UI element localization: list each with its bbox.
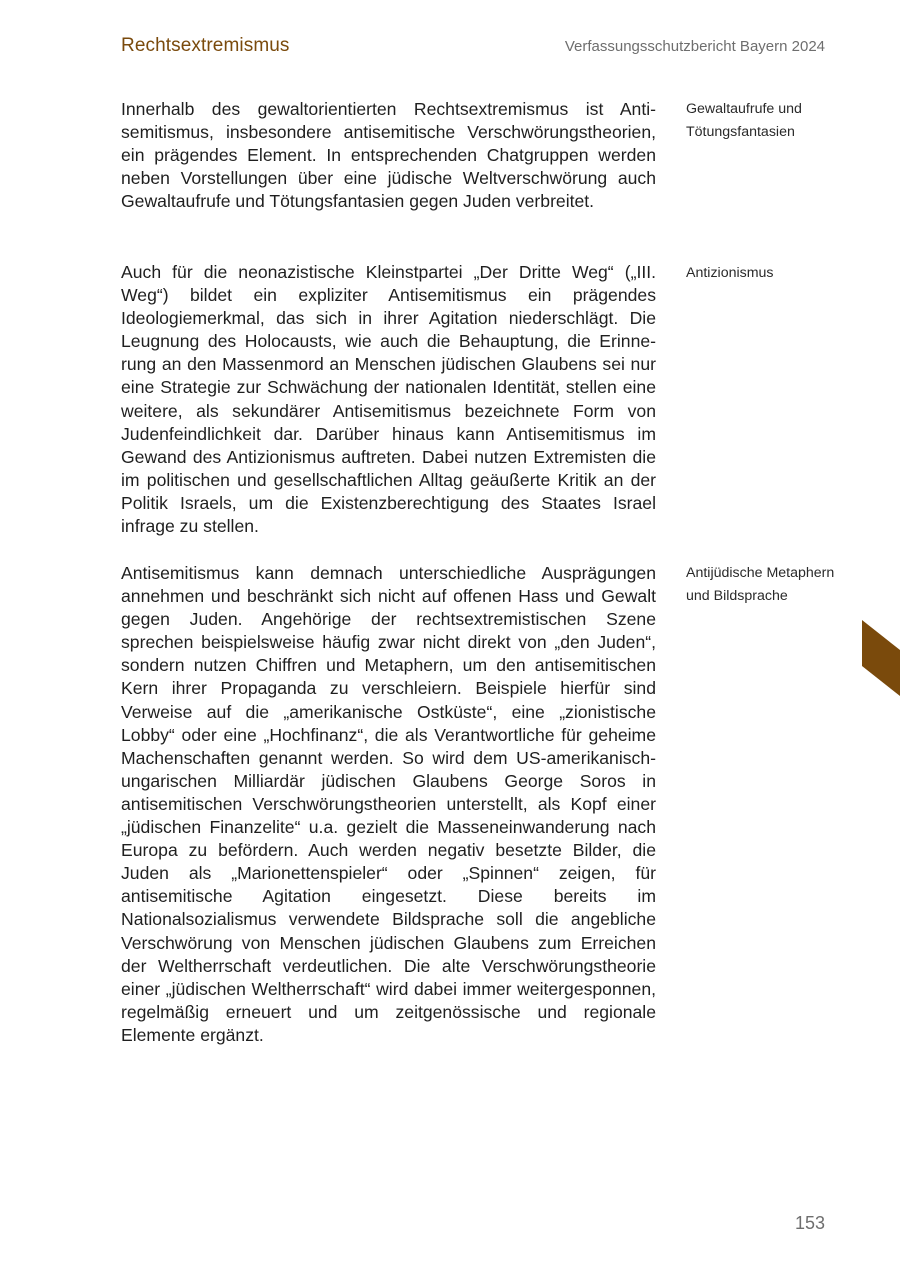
margin-note-3: Antijüdische Metaphern und Bildsprache <box>686 565 835 604</box>
running-header-report-title: Verfassungsschutzbericht Bayern 2024 <box>564 38 825 55</box>
chapter-tab-marker <box>862 620 900 696</box>
chapter-tab-shape <box>862 620 900 696</box>
body-paragraph-1: Innerhalb des gewaltorientierten Rechtsextremismus ist Antisemitismus, insbesondere antisemitische Verschwörungstheorien, ein prägendes Element. In entsprechenden Chatgruppen werden neben Vorstellungen über eine jüdische Weltverschwörung auch Gewaltaufrufe und Tötungsfantasien gegen Juden verbreitet. <box>121 99 656 212</box>
running-header-section: Rechtsextremismus <box>121 35 290 56</box>
page-number: 153 <box>794 1213 825 1233</box>
margin-note-1: Gewaltaufrufe und Tötungsfantasien <box>686 101 802 140</box>
body-paragraph-2: Auch für die neonazistische Kleinstpartei „Der Dritte Weg“ („III. Weg“) bildet ein expliziter Antisemitismus ein prägendes Ideologiemerkmal, das sich in ihrer Agitation niederschlägt. Die Leugnung des Holocausts, wie auch die Behauptung, die Erinnerung an den Massenmord an Menschen jüdischen Glaubens sei nur eine Strategie zur Schwächung der nationalen Identität, stellen eine weitere, als sekundärer Antisemitismus bezeichnete Form von Judenfeindlichkeit dar. Darüber hinaus kann Antisemitismus im Gewand des Antizionismus auftreten. Dabei nutzen Extremisten die im politischen und gesellschaftlichen Alltag geäußerte Kritik an der Politik Israels, um die Existenzberechtigung des Staates Israel infrage zu stellen. <box>121 262 656 537</box>
body-paragraph-3: Antisemitismus kann demnach unterschiedliche Ausprägungen annehmen und beschränkt sich nicht auf offenen Hass und Gewalt gegen Juden. Angehörige der rechtsextremistischen Szene sprechen beispielsweise häufig zwar nicht direkt von „den Juden“, sondern nutzen Chiffren und Metaphern, um den antisemitischen Kern ihrer Propaganda zu verschleiern. Beispiele hierfür sind Verweise auf die „amerikanische Ostküste“, eine „zionistische Lobby“ oder eine „Hochfinanz“, die als Verantwortliche für geheime Machenschaften genannt werden. So wird dem US-amerikanisch-ungarischen Milliardär jüdischen Glaubens George Soros in antisemitischen Verschwörungstheorien unterstellt, als Kopf einer „jüdischen Finanzelite“ u.a. gezielt die Masseneinwanderung nach Europa zu befördern. Auch werden negativ besetzte Bilder, die Juden als „Marionettenspieler“ oder „Spinnen“ zeigen, für antisemitische Agitation eingesetzt. Diese bereits im Nationalsozialismus verwendete Bildsprache soll die angebliche Verschwörung von Menschen jüdischen Glaubens zum Erreichen der Weltherrschaft verdeutlichen. Die alte Verschwörungstheorie einer „jüdischen Weltherrschaft“ wird dabei immer weitergesponnen, regelmäßig erneuert und um zeitgenössische und regionale Elemente ergänzt. <box>121 563 656 1045</box>
margin-note-2: Antizionismus <box>686 265 774 281</box>
